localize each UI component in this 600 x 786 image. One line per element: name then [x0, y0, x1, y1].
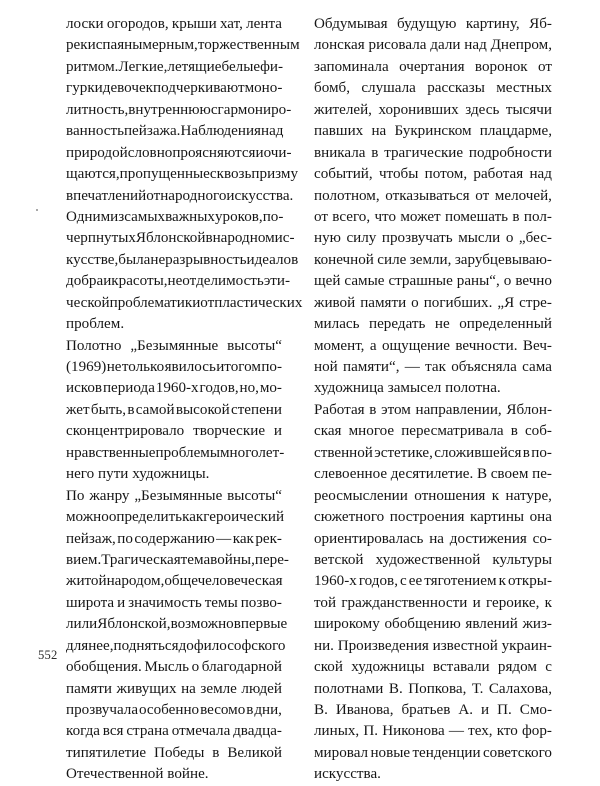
text-line: мировал новые тенденции советского — [314, 744, 552, 761]
text-line: ственной эстетике, сложившейся в по- — [314, 444, 552, 461]
text-line: реосмыслении отношения к натуре, — [314, 487, 552, 504]
text-line: впечатлений от народного искусства. — [66, 187, 294, 204]
text-line: В. Иванова, братьев А. и П. Смо- — [314, 702, 552, 718]
text-line: житой народом, общечеловеческая — [66, 573, 283, 590]
text-line: широта и значимость темы позво- — [66, 594, 282, 611]
paragraph — [314, 400, 552, 786]
text-line: памяти живущих на земле людей — [66, 680, 282, 697]
text-line: кусстве, была неразрывность идеалов — [66, 251, 299, 268]
ink-speck-artifact — [36, 209, 38, 211]
text-line: павших на Букринском плацдарме, — [314, 123, 552, 140]
text-line: вием. Трагическая тема войны, пере- — [66, 551, 289, 568]
text-line: типятилетие Победы в Великой — [66, 744, 282, 761]
text-line: событий, чтобы потом, работая над — [314, 166, 552, 183]
text-line: природой словно проясняются и очи- — [66, 144, 292, 161]
text-line: гурки девочек подчеркивают моно- — [66, 80, 283, 97]
text-line: По жанру „Безымянные высоты“ — [66, 487, 282, 504]
text-line: лоски огородов, крыши хат, лента — [66, 16, 282, 32]
text-line: ческой проблематики от пластических — [66, 294, 303, 311]
text-line: (1969) не только явилось итогом по- — [66, 359, 282, 375]
text-line: ной памяти“, — так объясняла сама — [314, 359, 552, 375]
text-line: от всего, что может помешать в пол- — [314, 208, 552, 225]
text-line: Работая в этом направлении, Яблон- — [314, 401, 552, 418]
text-line: вникала в трагические подробности — [314, 144, 552, 161]
text-line: ориентировалась на достижения со- — [314, 530, 552, 547]
text-line: можно определить как героический — [66, 509, 285, 526]
paragraph — [314, 14, 552, 400]
text-line: прозвучала особенно весомо в дни, — [66, 702, 282, 718]
text-line: ской художницы вставали рядом с — [314, 659, 552, 676]
page-number: 552 — [38, 648, 58, 662]
text-line: сюжетного построения картины она — [314, 509, 552, 526]
text-line: ветской художественной культуры — [314, 551, 552, 568]
text-line: пейзаж, по содержанию — как рек- — [66, 530, 282, 547]
text-line: щаются, пропущенные сквозь призму — [66, 166, 299, 183]
text-line: для нее, подняться до философского — [66, 637, 286, 654]
text-line: лили Яблонской, возможно впервые — [66, 616, 288, 633]
text-line: той гражданственности и героике, к — [314, 594, 552, 611]
text-line: бомб, слушала рассказы местных — [314, 80, 552, 97]
text-line: момент, а ощущение вечности. Веч- — [314, 337, 552, 354]
text-line: ритмом. Легкие, летящие белые фи- — [66, 58, 283, 75]
text-line: черпнутых Яблонской в народном ис- — [66, 230, 295, 247]
text-line: запоминала очертания воронок от — [314, 58, 552, 75]
text-line: слевоенное десятилетие. В своем пе- — [314, 466, 552, 483]
text-line: милась передать не определенный — [314, 316, 552, 333]
text-line: искусства. — [314, 766, 381, 783]
text-line: исков периода 1960-х годов, но, мо- — [66, 380, 282, 397]
text-line: широкому обобщению явлений жиз- — [314, 616, 552, 633]
text-line: ская многое пересматривала в соб- — [314, 423, 552, 440]
text-line: щей самые страшные раны“, о вечно — [314, 273, 552, 290]
text-line: жет быть, в самой высокой степени — [66, 401, 282, 418]
text-line: полотнами В. Попкова, Т. Салахова, — [314, 680, 552, 697]
text-line: литность, внутреннюю сгармониро- — [66, 101, 292, 118]
text-line: сконцентрировало творческие и — [66, 423, 282, 440]
text-line: проблем. — [66, 316, 125, 333]
text-line: нравственные проблемы многолет- — [66, 444, 285, 461]
paragraph — [66, 14, 303, 336]
text-line: полотном, отказываться от мелочей, — [314, 187, 552, 204]
text-line: живой памяти о погибших. „Я стре- — [314, 294, 552, 311]
text-line: обобщения. Мысль о благодарной — [66, 659, 282, 676]
text-line: 1960-х годов, с ее тяготением к откры- — [314, 573, 552, 590]
text-line: Обдумывая будущую картину, Яб- — [314, 16, 552, 32]
text-line: ванность пейзажа. Наблюдения над — [66, 123, 284, 140]
text-line: линых, П. Никонова — тех, кто фор- — [314, 723, 552, 740]
paragraph — [66, 486, 289, 786]
text-line: ную силу прозвучать мысли о „бес- — [314, 230, 552, 247]
text-line: Одним из самых важных уроков, по- — [66, 208, 284, 225]
text-line: добра и красоты, неотделимость эти- — [66, 273, 291, 290]
text-line: Отечественной войне. — [66, 766, 209, 783]
text-line: лонская рисовала дали над Днепром, — [314, 37, 552, 54]
text-line: жителей, хоронивших здесь тысячи — [314, 101, 552, 118]
text-line: Полотно „Безымянные высоты“ — [66, 337, 282, 354]
right-text-column — [300, 0, 600, 786]
text-line: конечной силе земли, зарубцевываю- — [314, 251, 552, 268]
text-line: реки спаяны мерным, торжественным — [66, 37, 300, 54]
text-line: когда вся страна отмечала двадца- — [66, 723, 282, 740]
text-line: художница замысел полотна. — [314, 380, 501, 397]
text-line: ни. Произведения известной украин- — [314, 637, 552, 654]
paragraph — [66, 336, 285, 486]
text-line: него пути художницы. — [66, 466, 210, 483]
